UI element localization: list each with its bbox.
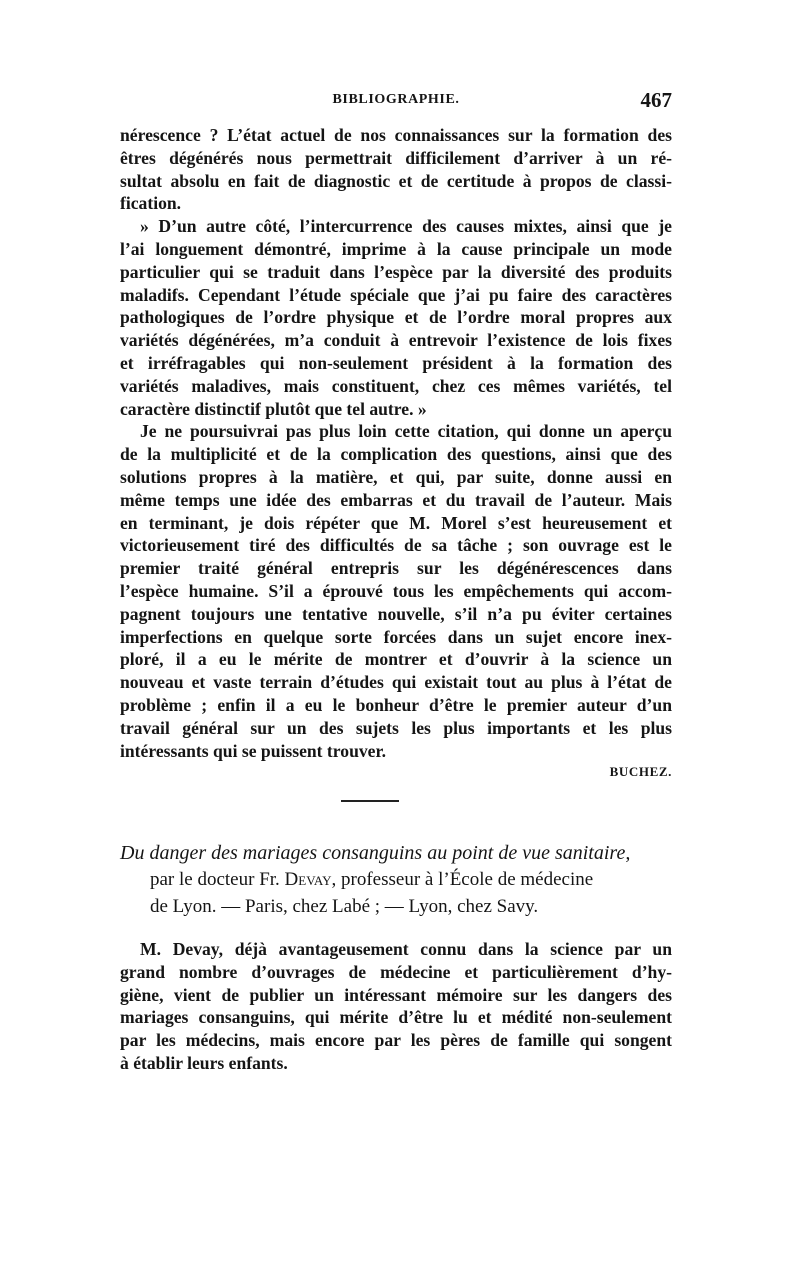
text-line: pathologiques de l’ordre physique et de l’ordre moral propres aux [120,307,672,328]
text-line: variétés maladives, mais constituent, chez ces mêmes variétés, tel [120,375,672,396]
review-author-line [120,866,672,893]
text-line: imperfections en quelque sorte forcées dans un sujet encore inex- [120,626,672,647]
text-line: maladifs. Cependant l’étude spéciale que j’ai pu faire des caractères [120,284,672,305]
text-line: même temps une idée des embarras et du travail de l’auteur. Mais [120,489,672,510]
author-suffix: , professeur à l’École de médecine [331,869,594,890]
text-line: victorieusement tiré des difficultés de sa tâche ; son ouvrage est le [120,535,672,556]
author-name: Devay [284,869,332,890]
text-line: giène, vient de publier un intéressant mémoire sur les dangers des [120,984,672,1005]
text-line: nouveau et vaste terrain d’études qui existait tout au plus à l’état de [120,672,672,693]
text-line: solutions propres à la matière, et qui, par suite, donne aussi en [120,466,672,487]
text-line: intéressants qui se puissent trouver. [120,740,387,761]
review-signature: BUCHEZ. [609,764,672,779]
text-line: par les médecins, mais encore par les pères de famille qui songent [120,1030,672,1051]
review-book-title: Du danger des mariages consanguins au point de vue sanitaire, [120,842,631,864]
text-line: variétés dégénérées, m’a conduit à entrevoir l’existence de lois fixes [120,330,672,351]
text-line: travail général sur un des sujets les plus importants et les plus [120,717,672,738]
review-text-block [120,938,672,1075]
text-line: ploré, il a eu le mérite de montrer et d’ouvrir à la science un [120,649,672,670]
review-heading [120,840,672,920]
text-line: particulier qui se traduit dans l’espèce par la diversité des produits [120,261,672,282]
text-line: l’ai longuement démontré, imprime à la cause principale un mode [120,238,672,259]
review-publisher-line: de Lyon. — Paris, chez Labé ; — Lyon, chez Savy. [150,896,539,917]
text-line: problème ; enfin il a eu le bonheur d’être le premier auteur d’un [120,694,672,715]
text-line: fication. [120,193,182,214]
page-number: 467 [640,88,672,112]
text-line: et irréfragables qui non-seulement président à la formation des [120,352,672,373]
text-line: êtres dégénérés nous permettrait difficilement d’arriver à un ré- [120,147,672,168]
text-line: mariages consanguins, qui mérite d’être lu et médité non-seulement [120,1007,672,1028]
text-line: pagnent toujours une tentative nouvelle, s’il n’a pu éviter certaines [120,603,672,624]
text-line: » D’un autre côté, l’intercurrence des causes mixtes, ainsi que je [140,216,672,237]
text-line: premier traité général entrepris sur les dégénérescences dans [120,558,672,579]
text-line: à établir leurs enfants. [120,1052,288,1073]
text-line: l’espèce humaine. S’il a éprouvé tous les empêchements qui accom- [120,580,672,601]
text-line: sultat absolu en fait de diagnostic et de certitude à propos de classi- [120,170,672,191]
text-line: M. Devay, déjà avantageusement connu dans la science par un [140,939,672,959]
text-line: Je ne poursuivrai pas plus loin cette citation, qui donne un aperçu [140,421,672,442]
section-divider [341,800,399,802]
text-line: caractère distinctif plutôt que tel autre. » [120,398,427,419]
text-line: en terminant, je dois répéter que M. Morel s’est heureusement et [120,512,672,533]
text-line: nérescence ? L’état actuel de nos connaissances sur la formation des [120,125,672,145]
author-prefix: par le docteur Fr. [150,869,280,890]
running-head [120,88,672,116]
running-head-title: BIBLIOGRAPHIE. [332,92,460,107]
text-line: de la multiplicité et de la complication des questions, ainsi que des [120,444,672,465]
main-text-block [120,124,672,762]
text-line: grand nombre d’ouvrages de médecine et particulièrement d’hy- [120,961,672,982]
